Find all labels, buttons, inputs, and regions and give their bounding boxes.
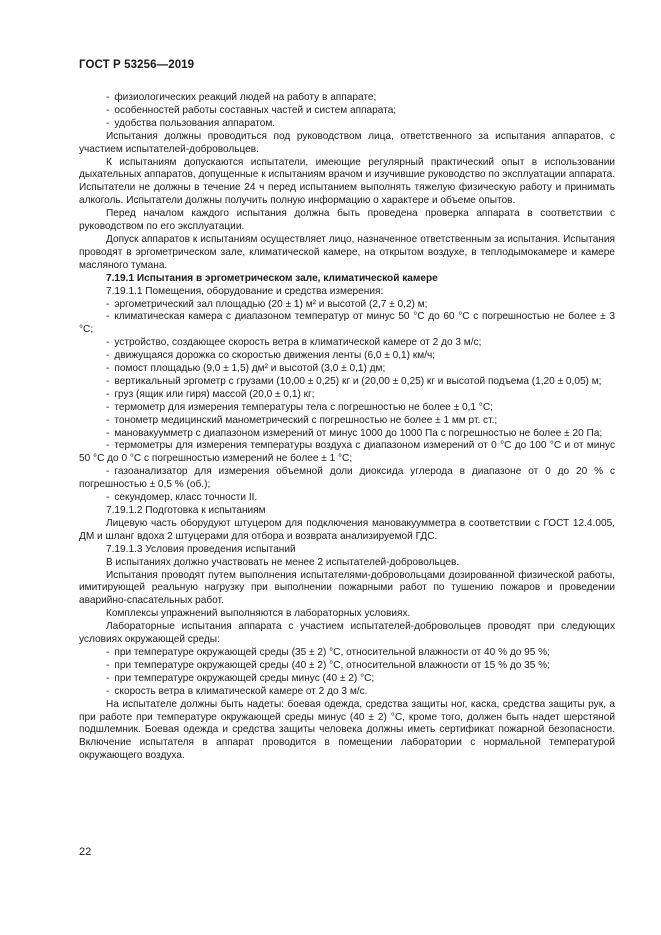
paragraph: Перед началом каждого испытания должна быть проведена проверка аппарата в соответствии с руководством по его эксплуатации. — [79, 208, 615, 233]
list-dash: - — [106, 492, 110, 504]
list-dash: - — [106, 427, 110, 439]
list-item — [79, 389, 615, 402]
list-dash: - — [106, 672, 110, 684]
paragraph: 7.19.1.1 Помещения, оборудование и средства измерения: — [106, 285, 384, 297]
list-item-text: особенностей работы составных частей и систем аппарата; — [114, 104, 397, 116]
list-item-text: устройство, создающее скорость ветра в климатической камере от 2 до 3 м/с; — [114, 337, 482, 349]
list-dash: - — [106, 646, 110, 658]
list-item-text: секундомер, класс точности II. — [114, 492, 258, 504]
list-dash: - — [106, 311, 110, 323]
paragraph: На испытателе должны быть надеты: боевая одежда, средства защиты ног, каска, средства защиты рук, а при работе при температуре окружающей среды минус (40 ± 2) °С, кроме того, должен быть надет шерстяной подшлемник. Боевая одежда и средства защиты человека должны иметь сертификат пожарной безопасности. Включение испытателя в аппарат проводится в помещении лаборатории с нормальной температурой окружающего воздуха. — [79, 698, 615, 762]
list-dash: - — [106, 375, 110, 387]
list-item-text: газоанализатор для измерения объемной доли диоксида углерода в диапазоне от 0 до 20 % с погрешностью ± 0,5 % (об.); — [79, 466, 615, 491]
list-item-text: термометры для измерения температуры воздуха с диапазоном измерений от 0 °С до 100 °С и от минус 50 °С до 0 °С с погрешностью измерений не более ± 1 °С; — [79, 440, 615, 465]
list-dash: - — [106, 414, 110, 426]
list-dash: - — [106, 401, 110, 413]
paragraph: Лабораторные испытания аппарата с участием испытателей-добровольцев проводят при следующих условиях окружающей среды: — [79, 621, 615, 646]
list-dash: - — [106, 117, 110, 129]
list-item-text: при температуре окружающей среды (40 ± 2) °С, относительной влажности от 15 % до 35 %; — [114, 659, 550, 671]
list-item — [79, 350, 615, 363]
list-item — [79, 118, 615, 131]
list-dash: - — [106, 466, 110, 478]
paragraph: Испытания проводят путем выполнения испытателями-добровольцами дозированной физической работы, имитирующей реальную нагрузку при выполнении пожарными работ по тушению пожаров и проведении аварийно-спасательных работ. — [79, 569, 615, 607]
list-item-text: физиологических реакций людей на работу в аппарате; — [114, 92, 377, 103]
list-item-text: удобства пользования аппаратом. — [114, 117, 276, 129]
list-item-text: тонометр медицинский манометрический с погрешностью не более ± 1 мм рт. ст.; — [114, 414, 498, 426]
list-item — [79, 492, 615, 505]
paragraph: Допуск аппаратов к испытаниям осуществляет лицо, назначенное ответственным за испытания. Испытания проводят в эргометрическом зале, климатической камере, на открытом воздухе, в теплодымокамере и камере масляного тумана. — [79, 233, 615, 271]
list-item — [79, 647, 615, 660]
list-dash: - — [106, 440, 110, 452]
list-item — [79, 311, 615, 337]
list-item-text: при температуре окружающей среды минус (40 ± 2) °С; — [114, 672, 375, 684]
list-item — [79, 299, 615, 312]
paragraph: 7.19.1.3 Условия проведения испытаний — [106, 543, 296, 555]
document-body — [79, 92, 615, 763]
list-dash: - — [106, 685, 110, 697]
list-item — [79, 337, 615, 350]
list-item-text: мановакуумметр с диапазоном измерений от минус 1000 до 1000 Па с погрешностью не более ± 20 Па; — [114, 427, 603, 439]
list-item-text: климатическая камера с диапазоном температур от минус 50 °С до 60 °С с погрешностью не более ± 3 °С; — [79, 311, 615, 336]
list-dash: - — [106, 363, 110, 375]
list-item — [79, 363, 615, 376]
list-item — [79, 428, 615, 441]
list-item — [79, 402, 615, 415]
list-item — [79, 660, 615, 673]
standard-header: ГОСТ Р 53256—2019 — [79, 59, 195, 71]
list-dash: - — [106, 298, 110, 310]
list-item — [79, 440, 615, 466]
list-dash: - — [106, 92, 110, 103]
paragraph: Испытания должны проводиться под руководством лица, ответственного за испытания аппаратов, с участием испытателей-добровольцев. — [79, 130, 615, 155]
list-dash: - — [106, 350, 110, 362]
paragraph: 7.19.1.2 Подготовка к испытаниям — [106, 505, 266, 516]
paragraph: Лицевую часть оборудуют штуцером для подключения мановакуумметра в соответствии с ГОСТ 12.4.005, ДМ и шланг вдоха 2 штуцерами для отбора и возврата анализируемой ГДС. — [79, 517, 615, 542]
list-dash: - — [106, 104, 110, 116]
section-heading: 7.19.1 Испытания в эргометрическом зале, климатической камере — [106, 272, 438, 284]
list-item — [79, 92, 615, 105]
list-item-text: при температуре окружающей среды (35 ± 2) °С, относительной влажности от 40 % до 95 %; — [114, 646, 550, 658]
list-dash: - — [106, 659, 110, 671]
list-item — [79, 686, 615, 699]
list-item — [79, 105, 615, 118]
list-item — [79, 376, 615, 389]
list-item — [79, 466, 615, 492]
paragraph: К испытаниям допускаются испытатели, имеющие регулярный практический опыт в использовании дыхательных аппаратов, допущенные к испытаниям врачом и изучившие руководство по эксплуатации аппарата. Испытатели не должны в течение 24 ч перед испытанием выполнять тяжелую физическую работу и принимать алкоголь. Испытатели должны получить полную информацию о характере и объеме опытов. — [79, 156, 615, 207]
list-item-text: движущаяся дорожка со скоростью движения ленты (6,0 ± 0,1) км/ч; — [114, 350, 436, 362]
list-item-text: скорость ветра в климатической камере от 2 до 3 м/с. — [114, 685, 368, 697]
list-dash: - — [106, 337, 110, 349]
list-item-text: вертикальный эргометр с грузами (10,00 ± 0,25) кг и (20,00 ± 0,25) кг и высотой подъема (1,20 ± 0,05) м; — [114, 375, 602, 387]
list-item-text: эргометрический зал площадью (20 ± 1) м² и высотой (2,7 ± 0,2) м; — [114, 298, 428, 310]
list-item — [79, 673, 615, 686]
list-item — [79, 415, 615, 428]
page-number: 22 — [79, 846, 92, 858]
list-dash: - — [106, 388, 110, 400]
paragraph: В испытаниях должно участвовать не менее 2 испытателей-добровольцев. — [106, 556, 460, 568]
list-item-text: термометр для измерения температуры тела с погрешностью не более ± 0,1 °С; — [114, 401, 493, 413]
paragraph: Комплексы упражнений выполняются в лабораторных условиях. — [106, 608, 411, 620]
list-item-text: помост площадью (9,0 ± 1,5) дм² и высотой (3,0 ± 0,1) дм; — [114, 363, 386, 375]
list-item-text: груз (ящик или гиря) массой (20,0 ± 0,1) кг; — [114, 388, 315, 400]
